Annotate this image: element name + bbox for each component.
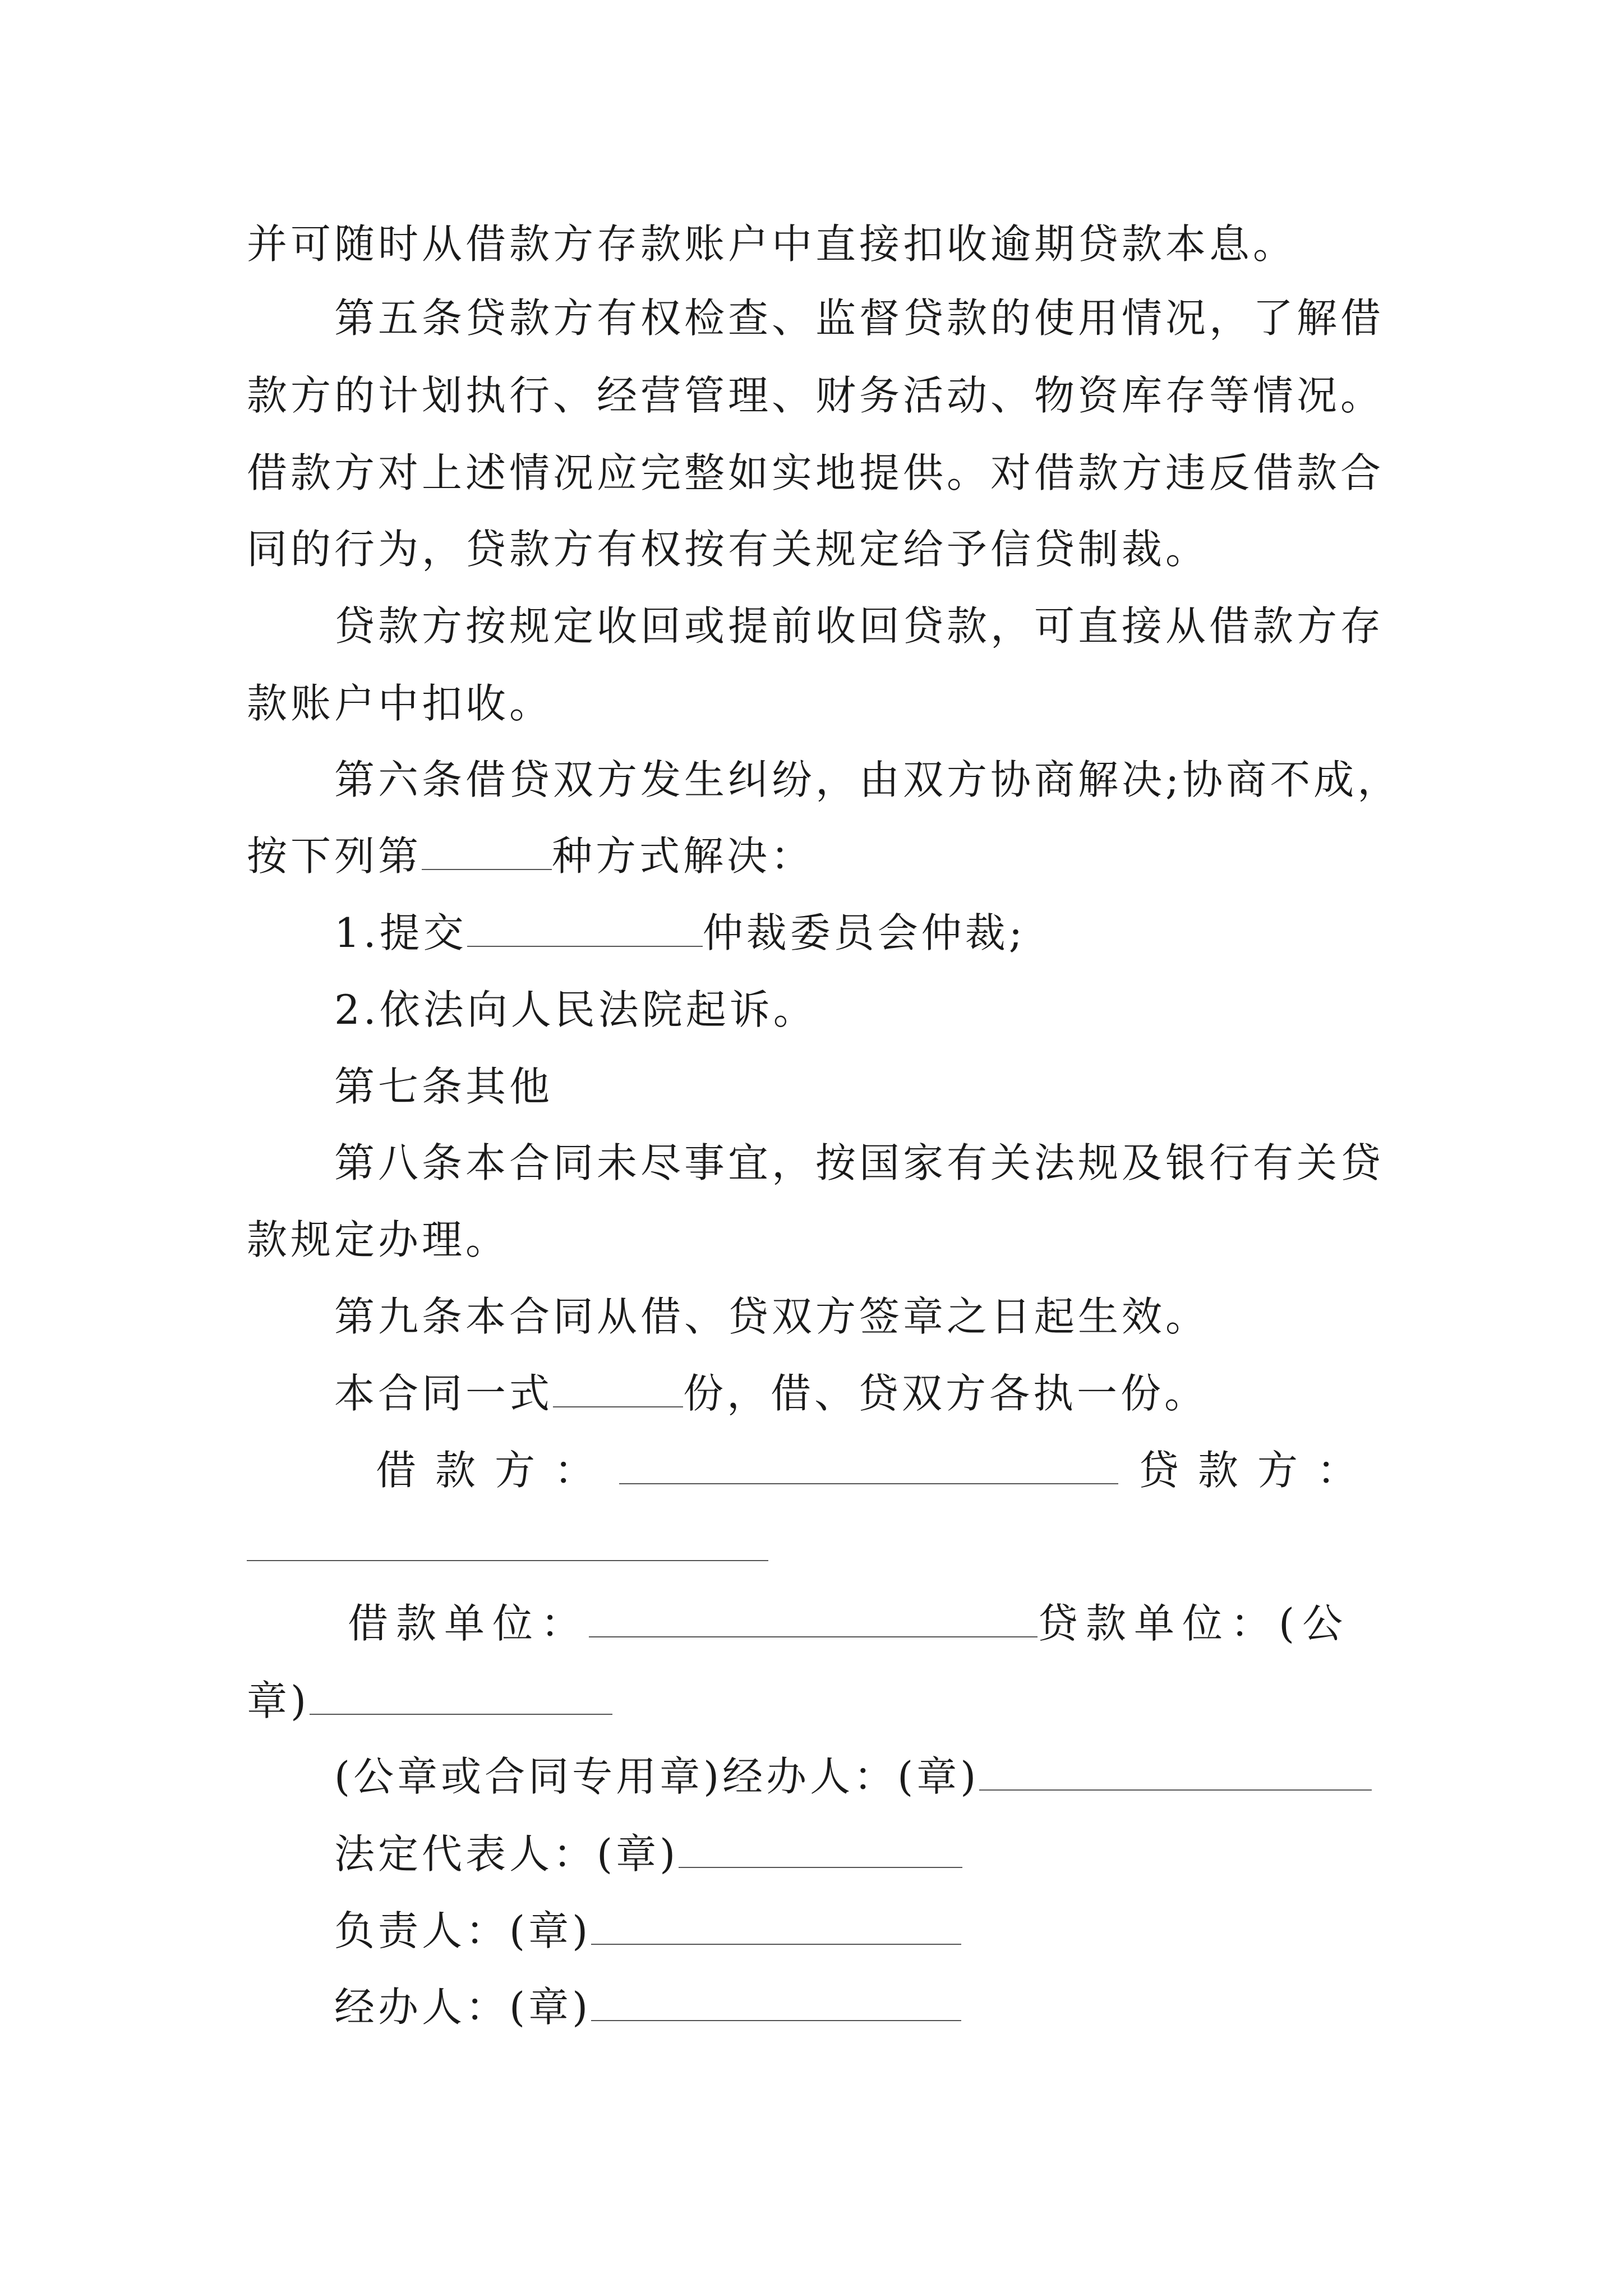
article-8-line-2: 款规定办理。 xyxy=(247,1216,510,1263)
lender-blank-line xyxy=(247,1519,1391,1575)
lender-blank[interactable] xyxy=(247,1521,768,1561)
borrower-unit-label: 借款单位： xyxy=(348,1600,589,1647)
units-line xyxy=(348,1595,1396,1651)
method-number-blank[interactable] xyxy=(422,830,552,870)
article-6-line-2 xyxy=(247,828,1391,884)
copies-line xyxy=(334,1365,1478,1421)
article-7-line: 第七条其他 xyxy=(334,1063,554,1110)
option-1-line xyxy=(334,905,1478,961)
article-5-line-2: 款方的计划执行、经营管理、财务活动、物资库存等情况。 xyxy=(247,372,1385,419)
lender-unit-label: 贷款单位：(公 xyxy=(1038,1600,1351,1647)
handler-blank[interactable] xyxy=(591,1981,961,2021)
lender-unit-cont-line xyxy=(247,1673,1391,1729)
borrower-label: 借款方： xyxy=(376,1447,614,1494)
article-6-line-1: 第六条借贷双方发生纠纷，由双方协商解决;协商不成， xyxy=(334,756,1401,803)
copies-text-b: 份，借、贷双方各执一份。 xyxy=(683,1370,1209,1417)
article-9-line: 第九条本合同从借、贷双方签章之日起生效。 xyxy=(334,1293,1210,1340)
recovery-line-1: 贷款方按规定收回或提前收回贷款，可直接从借款方存 xyxy=(334,602,1385,650)
copies-count-blank[interactable] xyxy=(553,1367,683,1407)
article-6-text-b: 种方式解决： xyxy=(552,832,815,880)
responsible-blank[interactable] xyxy=(591,1904,961,1945)
legal-rep-line xyxy=(334,1826,1478,1882)
option-1-text-a: 1.提交 xyxy=(334,909,467,956)
paragraph-line: 并可随时从借款方存款账户中直接扣收逾期贷款本息。 xyxy=(247,220,1297,268)
lender-label: 贷款方： xyxy=(1138,1447,1377,1494)
handler-line xyxy=(334,1979,1478,2035)
responsible-line xyxy=(334,1903,1478,1959)
borrower-unit-blank[interactable] xyxy=(589,1597,1038,1637)
article-6-text-a: 按下列第 xyxy=(247,832,422,880)
option-2-line: 2.依法向人民法院起诉。 xyxy=(334,986,817,1033)
option-1-text-b: 仲裁委员会仲裁; xyxy=(702,909,1026,956)
responsible-label: 负责人：(章) xyxy=(334,1907,592,1954)
borrower-blank[interactable] xyxy=(619,1444,1118,1484)
recovery-line-2: 款账户中扣收。 xyxy=(247,680,554,727)
legal-rep-blank[interactable] xyxy=(679,1828,962,1868)
article-5-line-1: 第五条贷款方有权检查、监督贷款的使用情况，了解借 xyxy=(334,295,1385,342)
signature-parties-line xyxy=(376,1442,1385,1498)
article-5-line-4: 同的行为，贷款方有权按有关规定给予信贷制裁。 xyxy=(247,526,1210,573)
article-5-line-3: 借款方对上述情况应完整如实地提供。对借款方违反借款合 xyxy=(247,449,1385,496)
arbitration-committee-blank[interactable] xyxy=(467,907,703,947)
seal-handler-label: (公章或合同专用章)经办人：(章) xyxy=(334,1753,980,1800)
lender-unit-blank[interactable] xyxy=(310,1674,612,1715)
copies-text-a: 本合同一式 xyxy=(334,1370,554,1417)
seal-handler-line xyxy=(334,1749,1478,1805)
legal-rep-label: 法定代表人：(章) xyxy=(334,1830,679,1878)
handler-label: 经办人：(章) xyxy=(334,1984,592,2031)
lender-unit-cont: 章) xyxy=(247,1677,310,1724)
seal-handler-blank[interactable] xyxy=(979,1750,1372,1791)
article-8-line-1: 第八条本合同未尽事宜，按国家有关法规及银行有关贷 xyxy=(334,1139,1385,1186)
